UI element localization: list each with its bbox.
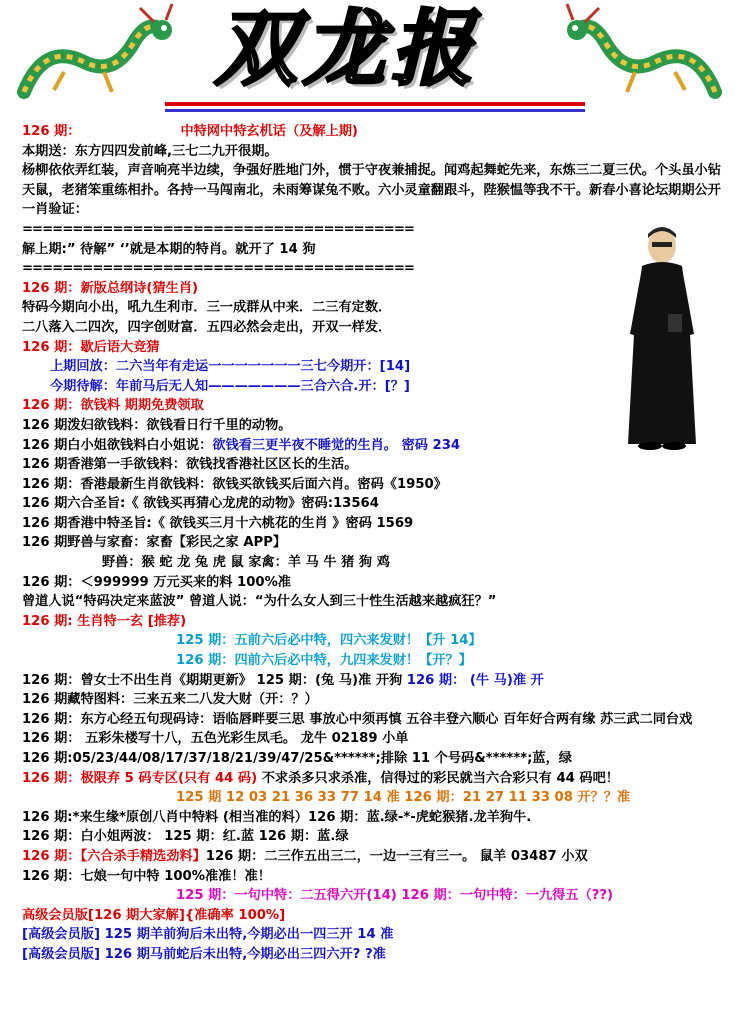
line: 126 期：东方心经五句现码诗：语临唇畔要三思 事放心中须再慎 五谷丰登六顺心 百年好合两有缘 苏三武二同台戏 [22, 711, 693, 727]
line: 126 期香港中特圣旨:《 欲钱买三月十六桃花的生肖 》密码 1569 [22, 515, 414, 531]
line: 125 期：一句中特：二五得六开(14) 126 期：一句中特：一九得五（??) [176, 888, 614, 904]
line: 126 期白小姐欲钱料白小姐说：欲钱看三更半夜不睡觉的生肖。 密码 234 [22, 437, 461, 453]
line: 126 期藏特图料：三来五来二八发大财（开：？） [22, 692, 318, 708]
section-heading: 126 期: 生肖特一玄 [推荐) [22, 613, 187, 629]
line: 本期送：东方四四发前峰,三七二九开很期。 [22, 143, 278, 159]
header [0, 0, 739, 120]
line: 126 期：四前六后必中特，九四来发财！【开？】 [176, 653, 472, 669]
page-title: 双龙报 [215, 1, 479, 97]
line: 126 期： 五彩朱楼写十八，五色光彩生凤毛。 龙牛 02189 小单 [22, 731, 409, 747]
line: 126 期：曾女士不出生肖《期期更新》 125 期：(兔 马)准 开狗 126 期： (牛 马)准 开 [22, 672, 544, 688]
line: 126 期：极限弃 5 码专区(只有 44 码) 不求杀多只求杀准，信得过的彩民就当六合彩只有 44 码吧！ [22, 770, 619, 786]
line: 今期待解：年前马后无人知———————三合六合.开：[？] [50, 378, 410, 394]
line: 解上期:” 待解” ‘’就是本期的特肖。就开了 14 狗 [22, 241, 316, 257]
line: 上期回放：二六当年有走运一一一一一一一三七今期开：[14] [50, 359, 411, 375]
section-heading: 126 期：欲钱料 期期免费领取 [22, 398, 204, 414]
line: 126 期:*来生缘*原创八肖中特料 (相当准的料）126 期：蓝.绿-*-虎蛇猴猪.龙羊狗牛. [22, 809, 532, 825]
main-content [22, 122, 734, 965]
line: 126 期：＜999999 万元买来的料 100%准 [22, 574, 291, 590]
line: 126 期香港第一手欲钱料：欲钱找香港社区区长的生活。 [22, 457, 358, 473]
line: 126 期：白小姐两波： 125 期：红.蓝 126 期：蓝.绿 [22, 829, 349, 845]
separator: ======================================= [22, 221, 414, 237]
line: 野兽：猴 蛇 龙 兔 虎 鼠 家禽：羊 马 牛 猪 狗 鸡 [102, 555, 390, 571]
line: 二八落入二四次，四字创财富．五四必然会走出，开双一样发． [22, 319, 392, 335]
dragon-icon [565, 2, 735, 112]
title-underline-red [165, 102, 585, 106]
line: 126 期： 中特网中特玄机话（及解上期) [22, 124, 358, 139]
line: 125 期：五前六后必中特，四六来发财！【升 14】 [176, 633, 482, 649]
line: 曾道人说“特码决定来蓝波” 曾道人说：“为什么女人到三十性生活越来越疯狂？” [22, 594, 497, 610]
line: 特码今期向小出，吼九生利市．三一成群从中来．二三有定数． [22, 300, 392, 316]
section-heading: 126 期：新版总纲诗(猜生肖) [22, 280, 199, 296]
line: 126 期六合圣旨:《 欲钱买再猜心龙虎的动物》密码:13564 [22, 496, 379, 512]
line: 125 期 12 03 21 36 33 77 14 准 126 期：21 27 11 33 08 开？？准 [176, 790, 631, 806]
section-heading: 126 期：歇后语大竞猜 [22, 339, 160, 355]
line: 高级会员版[126 期大家解]{准确率 100%] [22, 907, 286, 923]
line: [高级会员版] 126 期马前蛇后未出特,今期必出三四六开? ?准 [22, 946, 386, 962]
line: 126 期：七娘一句中特 100%准准！准！ [22, 868, 271, 884]
line: 126 期野兽与家畜：家畜【彩民之家 APP】 [22, 535, 287, 551]
title-underline-blue [165, 109, 585, 112]
dragon-icon [4, 2, 174, 112]
line: 126 期泼妇欲钱料：欲钱看日行千里的动物。 [22, 417, 292, 433]
line: [高级会员版] 125 期羊前狗后未出特,今期必出一四三开 14 准 [22, 927, 394, 943]
line: 126 期：【六合杀手精选劲料】126 期：二三作五出三二，一边一三有三一。 鼠羊 03487 小双 [22, 848, 588, 864]
separator: ======================================= [22, 261, 414, 277]
line: 126 期：香港最新生肖欲钱料：欲钱买欲钱买后面六肖。密码《1950》 [22, 476, 447, 492]
poem-paragraph: 杨柳依依弄红装，声音响亮半边续，争强好胜地门外，惯于守夜兼捕捉。闻鸡起舞蛇先来，东炼三二夏三伏。个头虽小钻天鼠，老猪笨重练相扑。各持一马闯南北，未雨筹谋兔不败。六小灵童翻跟斗，陛猴愠等我不干。新春小喜论坛期期公开一肖验证： [22, 163, 721, 218]
line: 126 期:05/23/44/08/17/37/18/21/39/47/25&******;排除 11 个号码&******;蓝，绿 [22, 751, 572, 766]
